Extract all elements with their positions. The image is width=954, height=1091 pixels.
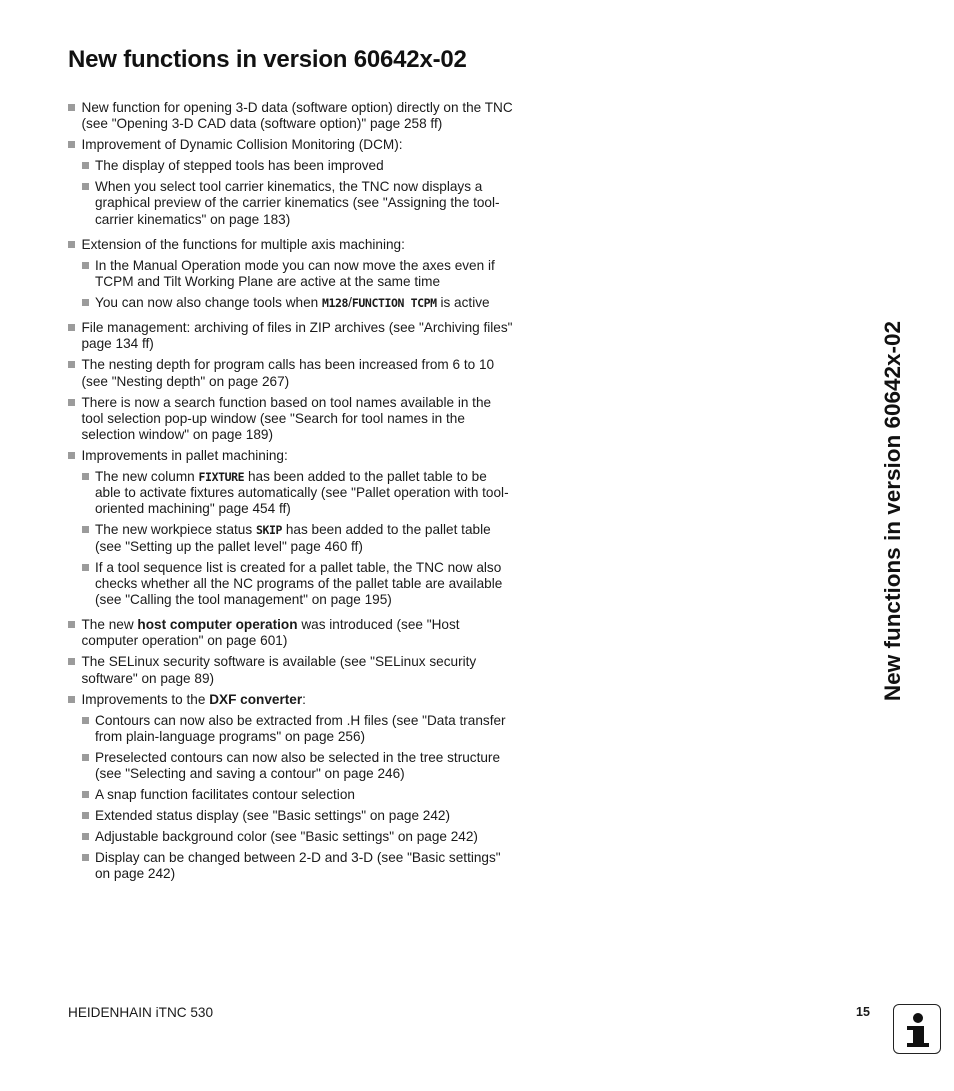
bullet-square-icon	[68, 324, 75, 331]
list-item: Extension of the functions for multiple axis machining: In the Manual Operation mode you can now move the axes even if TCPM and Tilt Working Plane are active at the same time You can now also change tools when M128/FUNCTION TCPM is active	[68, 237, 514, 311]
bullet-square-icon	[82, 833, 89, 840]
sub-list-item: You can now also change tools when M128/FUNCTION TCPM is active	[82, 295, 515, 311]
sub-list-item: The new column FIXTURE has been added to the pallet table to be able to activate fixtures automatically (see "Pallet operation with tool-oriented machining" page 454 ff)	[82, 469, 515, 518]
bullet-square-icon	[82, 262, 89, 269]
info-base	[907, 1043, 929, 1047]
page-title: New functions in version 60642x-02	[68, 46, 467, 73]
bullet-square-icon	[68, 241, 75, 248]
code-function-tcpm: FUNCTION TCPM	[351, 296, 437, 311]
bullet-square-icon	[82, 812, 89, 819]
footer-product: HEIDENHAIN iTNC 530	[68, 1005, 214, 1020]
sub-list-item: Extended status display (see "Basic settings" on page 242)	[82, 808, 515, 824]
info-icon	[893, 1004, 941, 1054]
sub-list-item: Preselected contours can now also be selected in the tree structure (see "Selecting and saving a contour" on page 246)	[82, 750, 515, 782]
sub-list-item: Adjustable background color (see "Basic settings" on page 242)	[82, 829, 515, 845]
sub-list-item: If a tool sequence list is created for a pallet table, the TNC now also checks whether all the NC programs of the pallet table are available (see "Calling the tool management" on page 195)	[82, 560, 515, 609]
feature-list-container	[68, 100, 514, 891]
list-item: The SELinux security software is available (see "SELinux security software" on page 89)	[68, 654, 514, 686]
sub-list-item: The display of stepped tools has been improved	[82, 158, 515, 174]
bullet-square-icon	[68, 104, 75, 111]
bullet-square-icon	[68, 361, 75, 368]
bullet-square-icon	[68, 141, 75, 148]
bullet-square-icon	[82, 791, 89, 798]
sub-list	[82, 713, 515, 883]
bullet-square-icon	[82, 717, 89, 724]
bullet-square-icon	[68, 658, 75, 665]
list-item: There is now a search function based on tool names available in the tool selection pop-up window (see "Search for tool names in the selection window" on page 189)	[68, 395, 514, 444]
bullet-square-icon	[82, 754, 89, 761]
sub-list-item: Display can be changed between 2-D and 3-D (see "Basic settings" on page 242)	[82, 850, 515, 882]
bullet-square-icon	[82, 299, 89, 306]
sub-list-item: In the Manual Operation mode you can now move the axes even if TCPM and Tilt Working Plane are active at the same time	[82, 258, 515, 290]
bold-term: host computer operation	[137, 617, 298, 633]
list-item: File management: archiving of files in ZIP archives (see "Archiving files" page 134 ff)	[68, 320, 514, 352]
bullet-square-icon	[68, 452, 75, 459]
bullet-square-icon	[82, 564, 89, 571]
bullet-square-icon	[82, 526, 89, 533]
sub-list-item: A snap function facilitates contour selection	[82, 787, 515, 803]
bullet-square-icon	[68, 399, 75, 406]
bullet-square-icon	[68, 621, 75, 628]
page-number: 15	[856, 1005, 870, 1019]
feature-list	[68, 100, 514, 882]
list-item: The new host computer operation was introduced (see "Host computer operation" on page 601)	[68, 617, 514, 649]
sub-list-item: Contours can now also be extracted from .H files (see "Data transfer from plain-language programs" on page 256)	[82, 713, 515, 745]
code-fixture: FIXTURE	[198, 470, 245, 485]
info-dot	[913, 1013, 923, 1023]
bold-term: DXF converter	[209, 691, 303, 707]
bullet-square-icon	[82, 162, 89, 169]
list-item: Improvements to the DXF converter: Contours can now also be extracted from .H files (see "Data transfer from plain-language programs" on page 256) Preselected contours can now also be selected in the tree structure (see "Selecting and saving a contour" on page 246) A snap function facilitates contour selection Extended status display (see "Basic settings" on page 242) Adjustable background color (see "Basic settings" on page 242) Display can be changed between 2-D and 3-D (see "Basic settings" on page 242)	[68, 692, 514, 883]
list-item: Improvements in pallet machining: The new column FIXTURE has been added to the pallet table to be able to activate fixtures automatically (see "Pallet operation with tool-oriented machining" page 454 ff) The new workpiece status SKIP has been added to the pallet table (see "Setting up the pallet level" page 460 ff) If a tool sequence list is created for a pallet table, the TNC now also checks whether all the NC programs of the pallet table are available (see "Calling the tool management" on page 195)	[68, 448, 514, 608]
sub-list	[82, 258, 515, 311]
bullet-square-icon	[82, 183, 89, 190]
code-skip: SKIP	[255, 523, 283, 538]
sub-list-item: The new workpiece status SKIP has been added to the pallet table (see "Setting up the pallet level" page 460 ff)	[82, 522, 515, 554]
code-m128: M128	[321, 296, 349, 311]
list-item: Improvement of Dynamic Collision Monitoring (DCM): The display of stepped tools has been improved When you select tool carrier kinematics, the TNC now displays a graphical preview of the carrier kinematics (see "Assigning the tool-carrier kinematics" on page 183)	[68, 137, 514, 228]
bullet-square-icon	[68, 696, 75, 703]
sub-list	[82, 158, 515, 228]
sub-list-item: When you select tool carrier kinematics, the TNC now displays a graphical preview of the carrier kinematics (see "Assigning the tool-carrier kinematics" on page 183)	[82, 179, 515, 228]
bullet-square-icon	[82, 473, 89, 480]
bullet-square-icon	[82, 854, 89, 861]
list-item: New function for opening 3-D data (software option) directly on the TNC (see "Opening 3-D CAD data (software option)" page 258 ff)	[68, 100, 514, 132]
sub-list	[82, 469, 515, 608]
list-item: The nesting depth for program calls has been increased from 6 to 10 (see "Nesting depth" on page 267)	[68, 357, 514, 389]
